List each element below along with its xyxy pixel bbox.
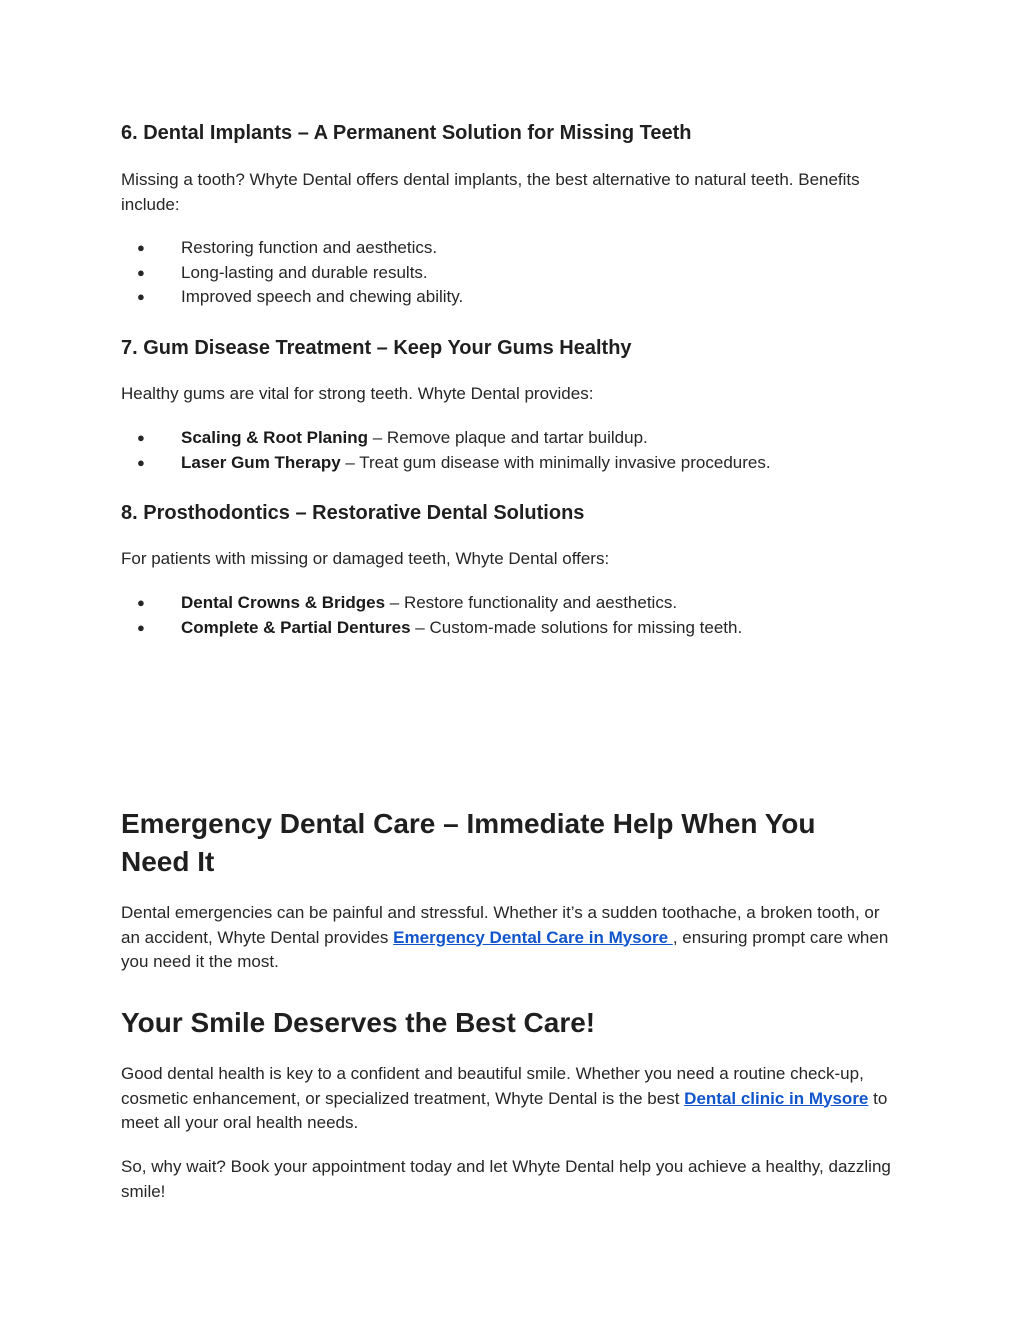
list-item: ● Dental Crowns & Bridges – Restore functionality and aesthetics. [121,591,901,616]
list-item: ● Improved speech and chewing ability. [121,285,901,310]
implants-list [121,236,901,310]
bullet-icon: ● [137,240,145,255]
heading-prosthodontics: 8. Prosthodontics – Restorative Dental Solutions [121,502,585,524]
bullet-icon: ● [137,595,145,610]
prostho-intro: For patients with missing or damaged teeth, Whyte Dental offers: [121,549,610,568]
bullet-icon: ● [137,619,145,635]
prostho-list [121,591,901,640]
list-item: ● Restoring function and aesthetics. [121,236,901,261]
smile-paragraph: Good dental health is key to a confident and beautiful smile. Whether you need a routine check-up, cosmetic enhancement, or specialized treatment, Whyte Dental is the best Dental clinic in Mysore to meet all your oral health needs. [121,1064,888,1132]
implants-intro: Missing a tooth? Whyte Dental offers dental implants, the best alternative to natural teeth. Benefits include: [121,170,860,214]
bullet-icon: ● [137,264,145,280]
gum-list [121,426,901,475]
bullet-icon: ● [137,454,145,470]
closing-paragraph: So, why wait? Book your appointment today and let Whyte Dental help you achieve a healthy, dazzling smile! [121,1157,891,1201]
list-item: ● Complete & Partial Dentures – Custom-made solutions for missing teeth. [121,616,901,641]
bullet-icon: ● [137,430,145,445]
list-item: ● Long-lasting and durable results. [121,261,901,286]
list-item: ● Laser Gum Therapy – Treat gum disease with minimally invasive procedures. [121,451,901,476]
heading-dental-implants: 6. Dental Implants – A Permanent Solution for Missing Teeth [121,122,692,144]
bullet-icon: ● [137,289,145,304]
emergency-dental-care-link[interactable]: Emergency Dental Care in Mysore [393,927,673,947]
list-item: ● Scaling & Root Planing – Remove plaque and tartar buildup. [121,426,901,451]
emergency-paragraph: Dental emergencies can be painful and stressful. Whether it’s a sudden toothache, a broken tooth, or an accident, Whyte Dental provides Emergency Dental Care in Mysore , ensuring prompt care when you need it the most. [121,903,889,971]
heading-gum-disease: 7. Gum Disease Treatment – Keep Your Gums Healthy [121,337,632,359]
dental-clinic-link[interactable]: Dental clinic in Mysore [684,1088,869,1108]
heading-smile: Your Smile Deserves the Best Care! [121,1007,596,1038]
gum-intro: Healthy gums are vital for strong teeth. Whyte Dental provides: [121,384,594,403]
heading-emergency-care: Emergency Dental Care – Immediate Help When You Need It [121,808,816,877]
